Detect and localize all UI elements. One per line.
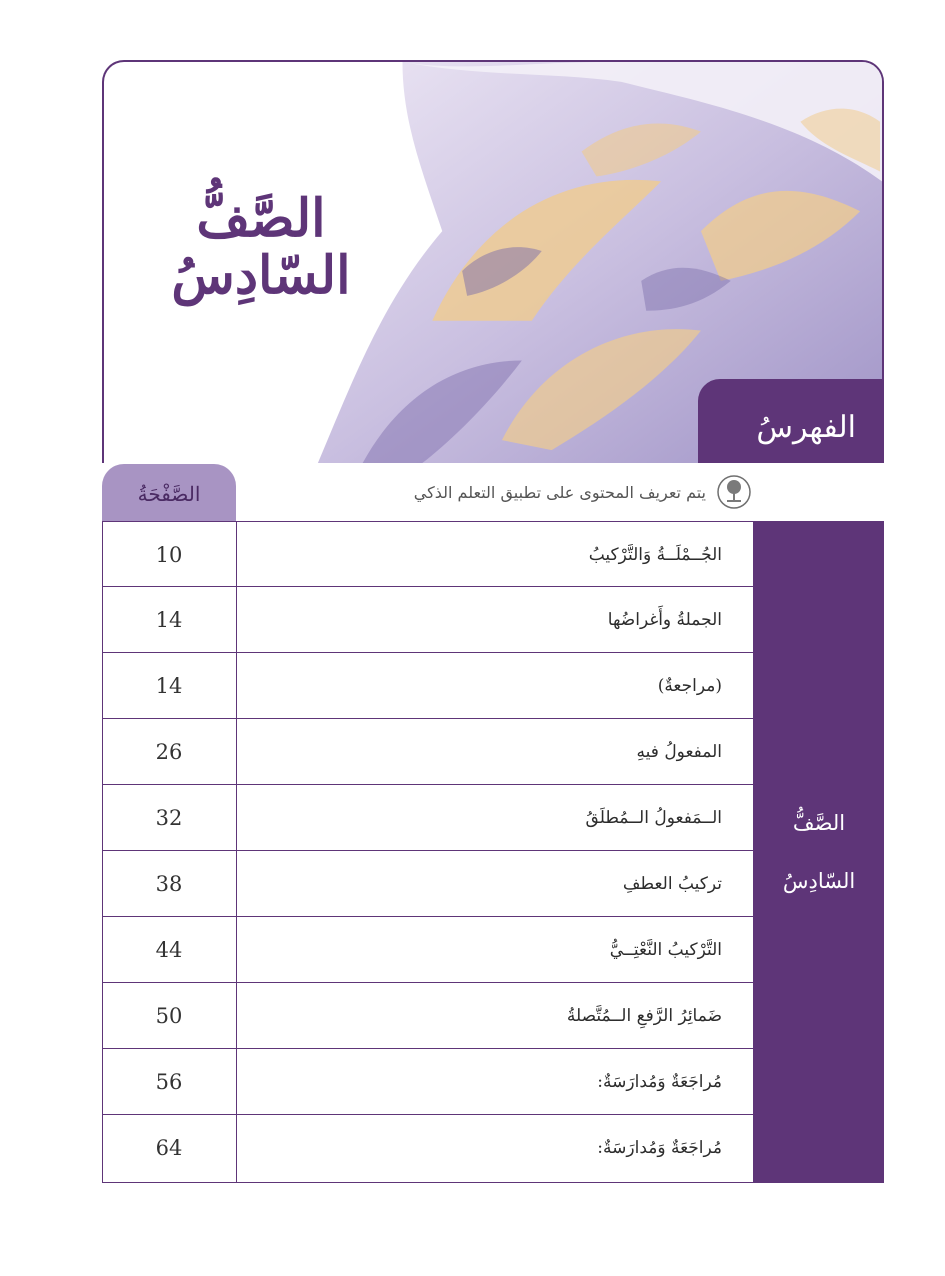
toc-lesson-title: المفعولُ فيهِ xyxy=(636,742,722,762)
toc-lesson-title: مُراجَعَةٌ وَمُدارَسَةٌ: xyxy=(597,1072,722,1092)
toc-page-number: 14 xyxy=(155,674,183,698)
toc-row[interactable] xyxy=(102,521,754,587)
toc-row[interactable] xyxy=(102,917,754,983)
toc-page-number: 32 xyxy=(155,806,183,830)
toc-row[interactable] xyxy=(102,1049,754,1115)
toc-lesson-title: (مراجعةٌ) xyxy=(657,676,722,696)
toc-row[interactable] xyxy=(102,587,754,653)
toc-lesson-title: الــمَفعولُ الــمُطلَقُ xyxy=(585,808,722,828)
toc-page-number: 56 xyxy=(155,1070,183,1094)
grade-side-line2: السّادِسُ xyxy=(782,869,856,893)
title-banner xyxy=(102,60,884,463)
index-tab xyxy=(698,379,884,463)
toc-row[interactable] xyxy=(102,785,754,851)
smart-app-notice xyxy=(300,472,752,512)
toc-lesson-title: الجملةُ وأَغراضُها xyxy=(607,610,722,630)
grade-title: الصَّفُّ السّادِسُ xyxy=(171,188,351,307)
toc-row[interactable] xyxy=(102,851,754,917)
toc-page-number: 26 xyxy=(155,740,183,764)
toc-lesson-title: الجُــمْلَــةُ وَالتَّرْكيبُ xyxy=(588,545,722,565)
toc-page-number: 10 xyxy=(155,543,183,567)
grade-side-label xyxy=(754,521,884,1183)
page-column-header: الصَّفْحَةُ xyxy=(102,464,236,522)
toc-lesson-title: التَّرْكيبُ النَّعْتِــيُّ xyxy=(609,940,722,960)
toc-row[interactable] xyxy=(102,653,754,719)
toc-page-number: 14 xyxy=(155,608,183,632)
toc-row[interactable] xyxy=(102,983,754,1049)
grade-side-line1: الصَّفُّ xyxy=(792,811,846,835)
toc-row[interactable] xyxy=(102,1115,754,1183)
toc-lesson-title: مُراجَعَةٌ وَمُدارَسَةٌ: xyxy=(597,1138,722,1158)
toc-row[interactable] xyxy=(102,719,754,785)
toc-page-number: 44 xyxy=(155,938,183,962)
toc-lesson-title: ضَمائِرُ الرَّفعِ الــمُتَّصلةُ xyxy=(566,1006,722,1026)
index-label: الفهرسُ xyxy=(756,410,856,445)
toc-page-number: 50 xyxy=(155,1004,183,1028)
notice-text: يتم تعريف المحتوى على تطبيق التعلم الذكي xyxy=(413,482,706,502)
tree-logo-icon xyxy=(716,474,752,510)
toc-lesson-title: تركيبُ العطفِ xyxy=(622,874,722,894)
toc-page-number: 38 xyxy=(155,872,183,896)
table-of-contents xyxy=(102,521,884,1183)
toc-page-number: 64 xyxy=(155,1136,183,1160)
